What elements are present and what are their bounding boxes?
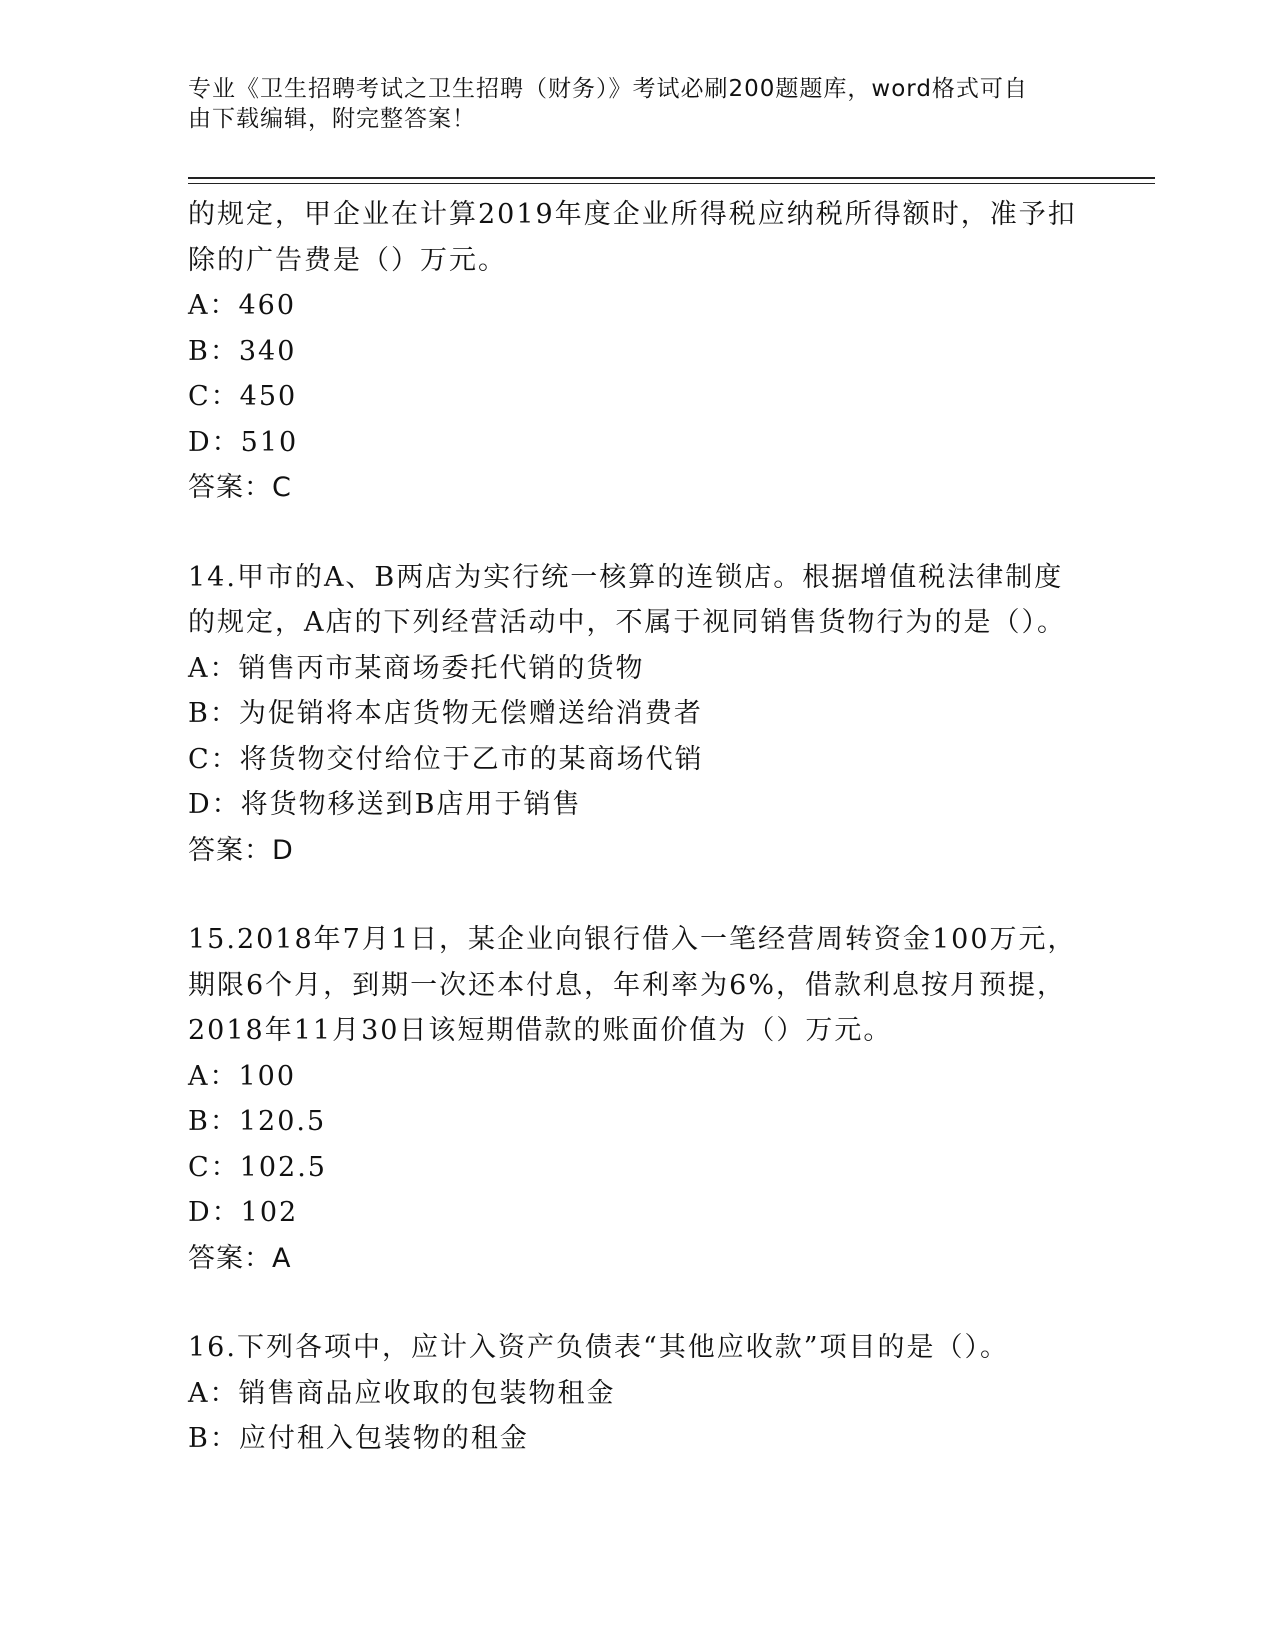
option-b: B：340	[188, 335, 297, 367]
option-a: A：销售丙市某商场委托代销的货物	[188, 652, 645, 684]
question-stem-line: 除的广告费是（）万元。	[188, 244, 507, 276]
header-divider-thin	[188, 183, 1155, 184]
question-stem-line: 2018年11月30日该短期借款的账面价值为（）万元。	[188, 1015, 893, 1046]
answer-label: 答案：A	[188, 1242, 292, 1274]
option-c: C：将货物交付给位于乙市的某商场代销	[188, 743, 704, 775]
answer-label: 答案：D	[188, 834, 294, 866]
answer-label: 答案：C	[188, 472, 292, 503]
question-stem-line: 14.甲市的A、B两店为实行统一核算的连锁店。根据增值税法律制度	[188, 561, 1064, 593]
question-stem-line: 期限6个月，到期一次还本付息，年利率为6%，借款利息按月预提，	[188, 969, 1067, 1001]
option-b: B：120.5	[188, 1106, 327, 1137]
question-list	[188, 192, 1108, 1462]
question-stem-line: 16.下列各项中，应计入资产负债表“其他应收款”项目的是（）。	[188, 1332, 1010, 1363]
option-a: A：460	[188, 290, 297, 321]
option-b: B：为促销将本店货物无偿赠送给消费者	[188, 698, 703, 729]
question-stem-line: 的规定，甲企业在计算2019年度企业所得税应纳税所得额时，准予扣	[188, 199, 1077, 230]
header-title-line-1: 专业《卫生招聘考试之卫生招聘（财务）》考试必刷200题题库，word格式可自	[188, 76, 1028, 102]
option-d: D：102	[188, 1197, 299, 1228]
option-a: A：销售商品应收取的包装物租金	[188, 1377, 616, 1409]
question-16	[188, 1325, 1108, 1462]
option-a: A：100	[188, 1060, 297, 1092]
document-header	[188, 74, 1078, 134]
question-14	[188, 555, 1108, 874]
option-b: B：应付租入包装物的租金	[188, 1423, 529, 1454]
spacer	[188, 511, 1108, 555]
option-d: D：510	[188, 426, 299, 458]
header-title-line-2: 由下载编辑，附完整答案！	[188, 106, 476, 132]
option-c: C：450	[188, 381, 298, 412]
question-15	[188, 917, 1108, 1281]
question-stem-line: 15.2018年7月1日，某企业向银行借入一笔经营周转资金100万元，	[188, 924, 1077, 955]
header-divider-thick	[188, 177, 1155, 179]
option-d: D：将货物移送到B店用于销售	[188, 789, 582, 820]
spacer	[188, 873, 1108, 917]
question-13	[188, 192, 1108, 511]
spacer	[188, 1281, 1108, 1325]
option-c: C：102.5	[188, 1151, 327, 1183]
question-stem-line: 的规定，A店的下列经营活动中，不属于视同销售货物行为的是（）。	[188, 607, 1066, 638]
